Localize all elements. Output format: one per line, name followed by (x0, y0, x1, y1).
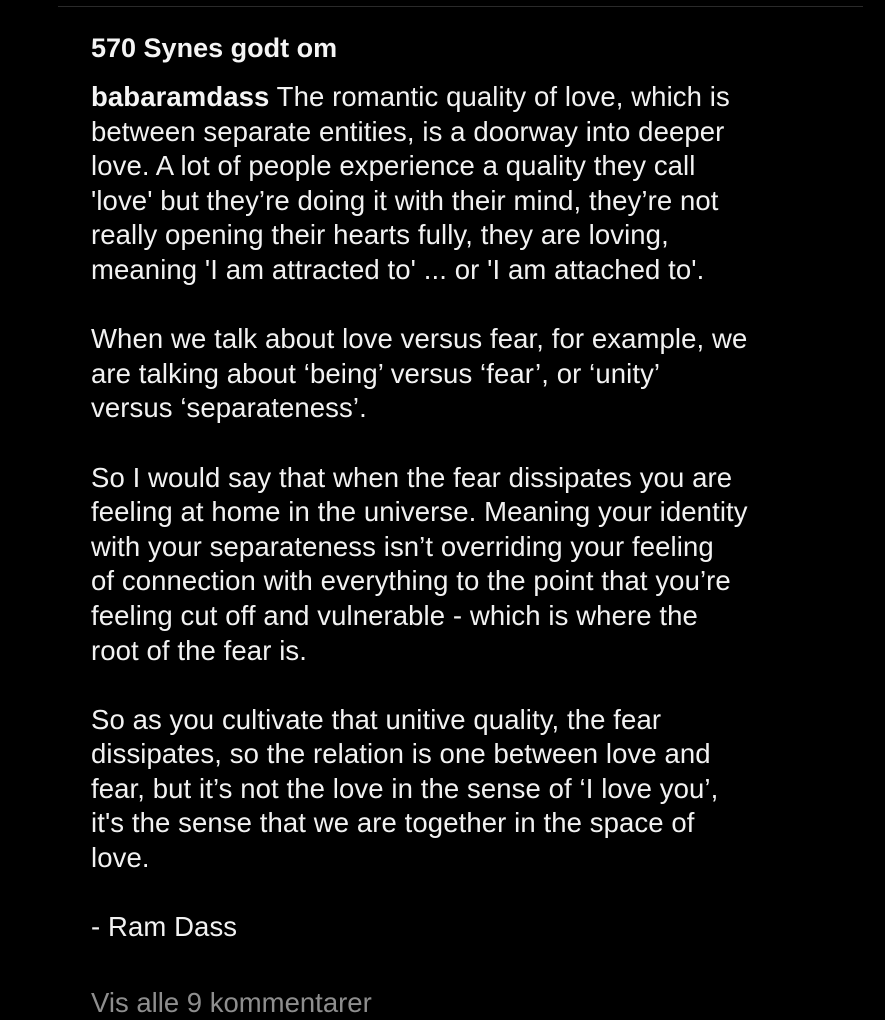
likes-count[interactable]: 570 Synes godt om (91, 33, 338, 63)
username-link[interactable]: babaramdass (91, 81, 270, 112)
caption-paragraph-4: So as you cultivate that unitive quality, the fear dissipates, so the relation is one between love and fear, but it’s not the love in the sense of ‘I love you’, it's the sense that we are together in the space of love. (91, 703, 719, 874)
caption-paragraph-2: When we talk about love versus fear, for example, we are talking about ‘being’ versus ‘fear’, or ‘unity’ versus ‘separateness’. (91, 323, 748, 424)
top-divider (58, 6, 863, 7)
caption (91, 80, 851, 945)
caption-paragraph-1 (91, 80, 851, 288)
caption-paragraph-3: So I would say that when the fear dissipates you are feeling at home in the universe. Meaning your identity with your separateness isn’t overriding your feeling of connection with everything to the point that you’re feeling cut off and vulnerable - which is where the root of the fear is. (91, 461, 748, 666)
caption-text-1: The romantic quality of love, which is between separate entities, is a doorway into deeper love. A lot of people experience a quality they call 'love' but they’re doing it with their mind, they’re not really opening their hearts fully, they are loving, meaning 'I am attracted to' ... or 'I am attached to'. (91, 81, 730, 285)
post-caption-section (91, 30, 851, 979)
caption-signature: - Ram Dass (91, 911, 238, 943)
view-all-comments-link[interactable]: Vis alle 9 kommentarer (91, 987, 372, 1018)
